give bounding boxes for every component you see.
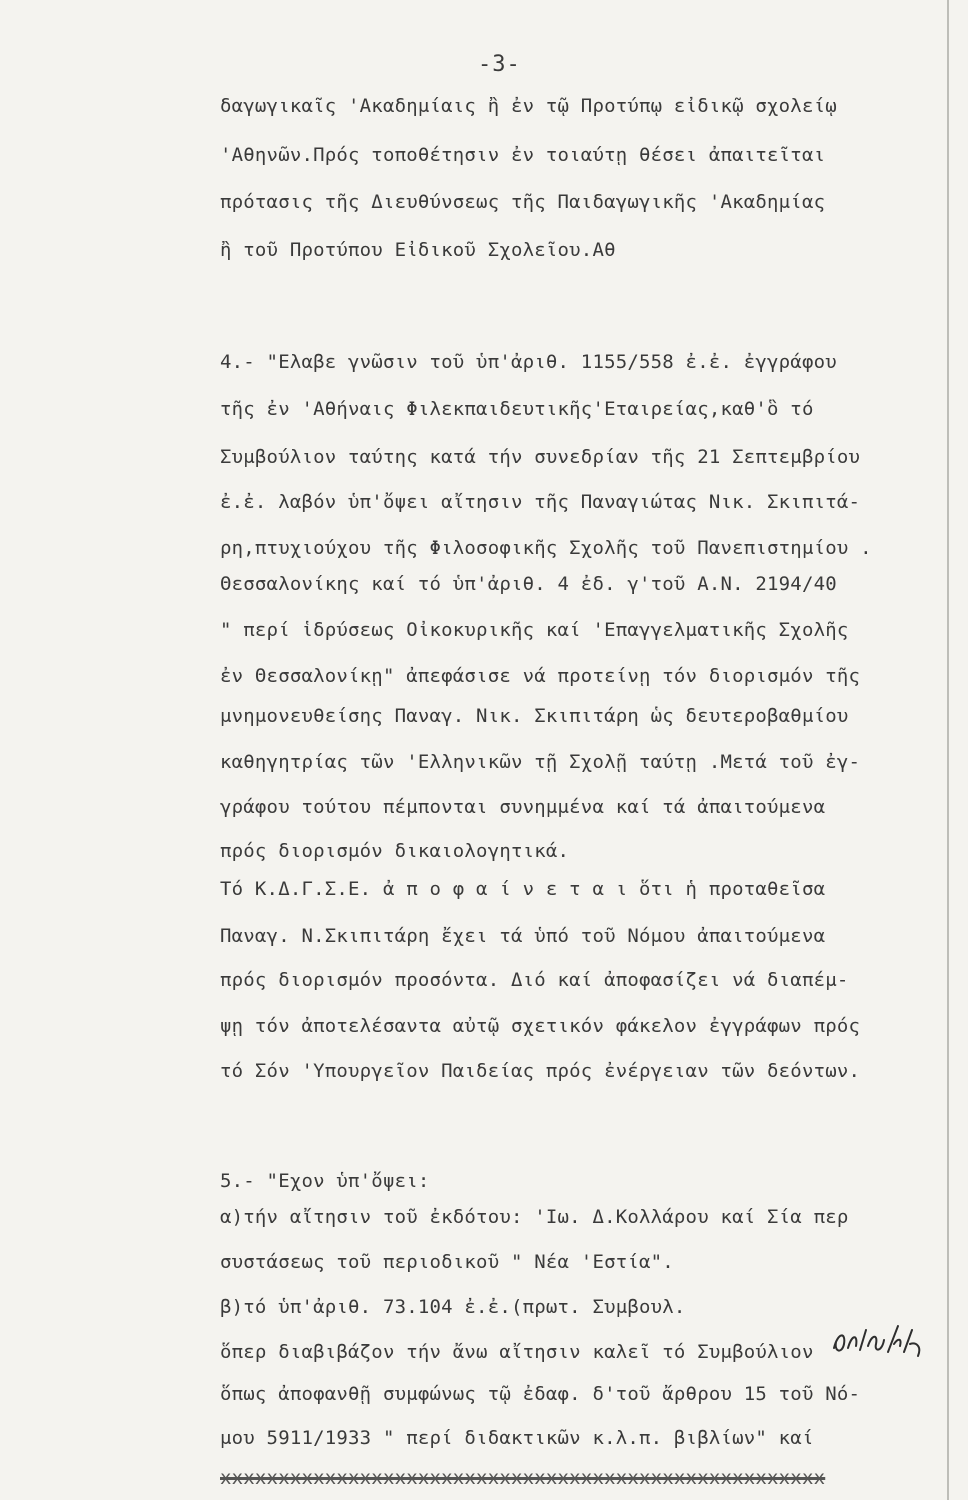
text-line: ρη,πτυχιούχου τῆς Φιλοσοφικῆς Σχολῆς τοῦ Πανεπιστημίου . bbox=[220, 537, 872, 559]
struck-line: xxxxxxxxxxxxxxxxxxxxxxxxxxxxxxxxxxxxxxxxxxxxxxxxxxxx bbox=[220, 1467, 826, 1489]
text-line: Τό Κ.Δ.Γ.Σ.Ε. ἀ π ο φ α ί ν ε τ α ι ὅτι ἡ προταθεῖσα bbox=[220, 878, 826, 900]
text-line: ὅπερ διαβιβάζον τήν ἄνω αἴτησιν καλεῖ τό Συμβούλιον bbox=[220, 1341, 814, 1363]
text-line: πρός διορισμόν δικαιολογητικά. bbox=[220, 840, 570, 862]
text-line: γράφου τούτου πέμπονται συνημμένα καί τά ἀπαιτούμενα bbox=[220, 796, 826, 818]
text-line: μου 5911/1933 " περί διδακτικῶν κ.λ.π. βιβλίων" καί bbox=[220, 1427, 814, 1449]
text-line: Συμβούλιον ταύτης κατά τήν συνεδρίαν τῆς 21 Σεπτεμβρίου bbox=[220, 446, 861, 468]
text-line: 'Αθηνῶν.Πρός τοποθέτησιν ἐν τοιαύτῃ θέσει ἀπαιτεῖται bbox=[220, 144, 826, 166]
text-line: Θεσσαλονίκης καί τό ὑπ'ἀριθ. 4 ἐδ. γ'τοῦ Α.Ν. 2194/40 bbox=[220, 573, 837, 595]
text-line: ἐν Θεσσαλονίκῃ" ἀπεφάσισε νά προτείνῃ τόν διορισμόν τῆς bbox=[220, 665, 861, 687]
text-line: ψῃ τόν ἀποτελέσαντα αὐτῷ σχετικόν φάκελον ἐγγράφων πρός bbox=[220, 1015, 861, 1037]
text-line: συστάσεως τοῦ περιοδικοῦ " Νέα 'Εστία". bbox=[220, 1251, 674, 1273]
text-line: πρότασις τῆς Διευθύνσεως τῆς Παιδαγωγικῆς 'Ακαδημίας bbox=[220, 191, 826, 213]
text-line: Παναγ. Ν.Σκιπιτάρη ἔχει τά ὑπό τοῦ Νόμου ἀπαιτούμενα bbox=[220, 925, 826, 947]
text-line: τό Σόν 'Υπουργεῖον Παιδείας πρός ἐνέργειαν τῶν δεόντων. bbox=[220, 1060, 861, 1082]
page-number: -3- bbox=[478, 52, 521, 77]
text-line: α)τήν αἴτησιν τοῦ ἐκδότου: 'Ιω. Δ.Κολλάρου καί Σία περ bbox=[220, 1206, 849, 1228]
text-line: καθηγητρίας τῶν 'Ελληνικῶν τῇ Σχολῇ ταύτῃ .Μετά τοῦ ἐγ- bbox=[220, 751, 861, 773]
text-line: 4.- "Ελαβε γνῶσιν τοῦ ὑπ'ἀριθ. 1155/558 ἐ.ἐ. ἐγγράφου bbox=[220, 351, 837, 373]
text-line: ἢ τοῦ Προτύπου Εἰδικοῦ Σχολεῖου.Αθ bbox=[220, 239, 616, 261]
handwritten-note bbox=[832, 1322, 926, 1362]
text-line: β)τό ὑπ'ἀριθ. 73.104 ἐ.ἐ.(πρωτ. Συμβουλ. bbox=[220, 1296, 686, 1318]
text-line: " περί ἱδρύσεως Οἰκοκυρικῆς καί 'Επαγγελματικῆς Σχολῆς bbox=[220, 619, 849, 641]
text-line: ἐ.ἐ. λαβόν ὑπ'ὄψει αἴτησιν τῆς Παναγιώτας Νικ. Σκιπιτά- bbox=[220, 491, 861, 513]
text-line: τῆς ἐν 'Αθήναις Φιλεκπαιδευτικῆς'Εταιρείας,καθ'ὃ τό bbox=[220, 398, 814, 420]
text-line: δαγωγικαῖς 'Ακαδημίαις ἢ ἐν τῷ Προτύπῳ εἰδικῷ σχολείῳ bbox=[220, 95, 837, 117]
text-line: 5.- "Εχον ὑπ'ὄψει: bbox=[220, 1170, 430, 1192]
text-line: πρός διορισμόν προσόντα. Διό καί ἀποφασίζει νά διαπέμ- bbox=[220, 969, 849, 991]
text-line: μνημονευθείσης Παναγ. Νικ. Σκιπιτάρη ὡς δευτεροβαθμίου bbox=[220, 705, 849, 727]
text-line: ὅπως ἀποφανθῇ συμφώνως τῷ ἐδαφ. δ'τοῦ ἄρθρου 15 τοῦ Νό- bbox=[220, 1383, 861, 1405]
page-edge bbox=[947, 0, 949, 1500]
